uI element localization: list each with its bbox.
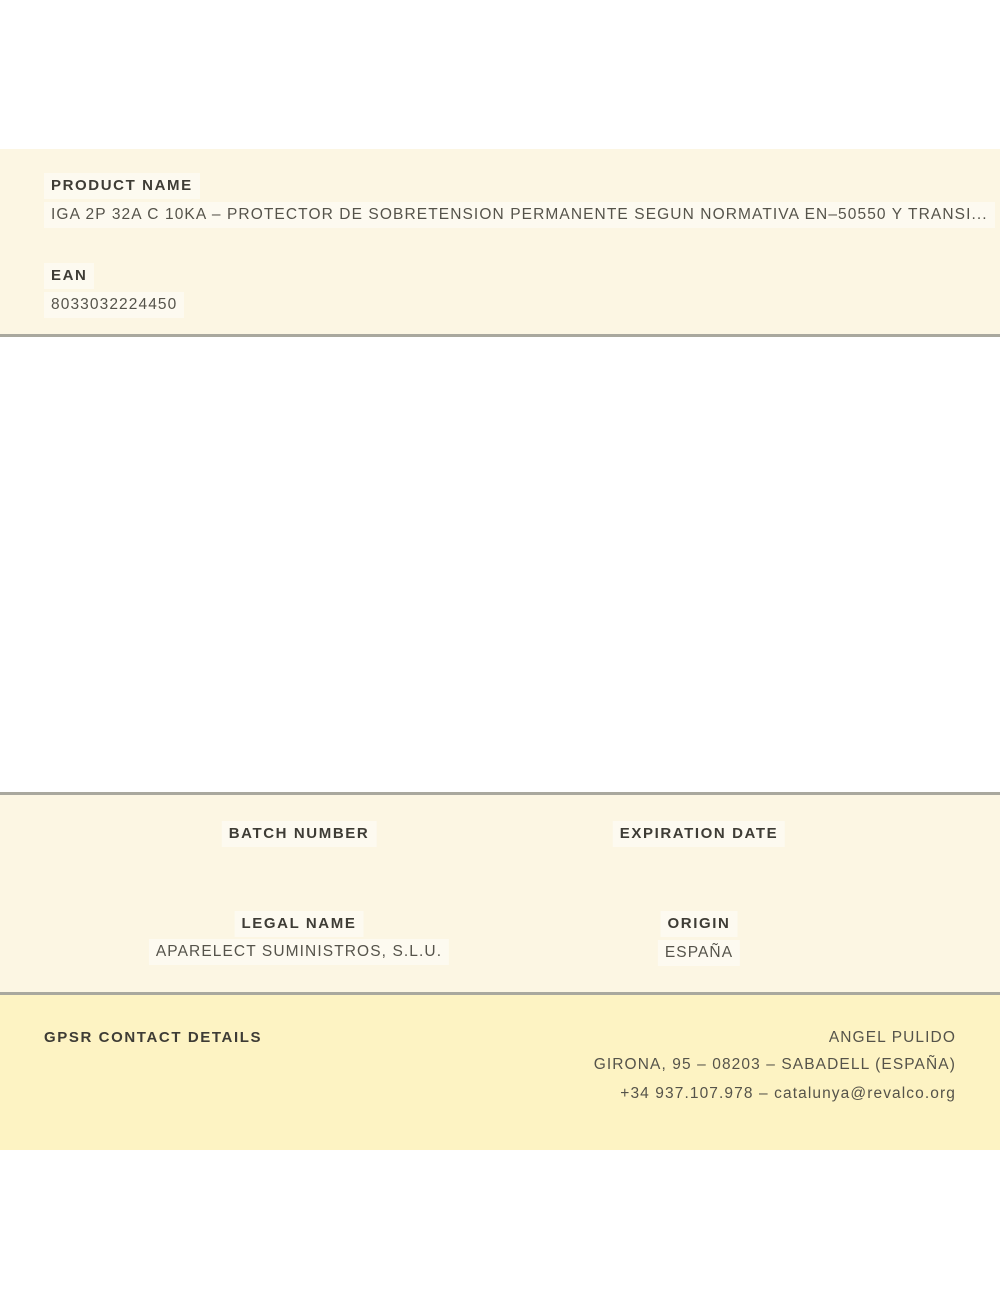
- gpsr-contact-phone-email: +34 937.107.978 – catalunya@revalco.org: [620, 1085, 956, 1102]
- legal-name-value-row: [149, 939, 449, 965]
- gpsr-contact-phone-email-row: [620, 1084, 956, 1104]
- expiration-date-label: EXPIRATION DATE: [613, 821, 785, 847]
- ean-label-row: [44, 263, 94, 289]
- product-name-label: PRODUCT NAME: [44, 173, 200, 199]
- gpsr-contact-address: GIRONA, 95 – 08203 – SABADELL (ESPAÑA): [593, 1056, 956, 1073]
- batch-number-label: BATCH NUMBER: [222, 821, 377, 847]
- origin-field: [661, 911, 738, 937]
- ean-value-row: [44, 292, 184, 318]
- ean-value: 8033032224450: [44, 292, 184, 318]
- product-name-value: IGA 2P 32A C 10KA – PROTECTOR DE SOBRETENSION PERMANENTE SEGUN NORMATIVA EN–50550 Y TRANSI...: [44, 202, 995, 228]
- product-info-section: [0, 149, 1000, 337]
- gpsr-contact-name-row: [829, 1028, 956, 1048]
- ean-label: EAN: [44, 263, 94, 289]
- details-section: [0, 792, 1000, 995]
- expiration-date-field: [613, 821, 785, 847]
- gpsr-label-row: [44, 1028, 262, 1048]
- gpsr-contact-name: ANGEL PULIDO: [828, 1029, 956, 1046]
- legal-name-label: LEGAL NAME: [235, 911, 364, 937]
- legal-name-field: [235, 911, 364, 937]
- gpsr-contact-details-label: GPSR CONTACT DETAILS: [44, 1029, 263, 1046]
- origin-label: ORIGIN: [661, 911, 738, 937]
- product-name-label-row: [44, 173, 200, 199]
- gpsr-contact-section: [0, 995, 1000, 1150]
- batch-number-field: [222, 821, 377, 847]
- legal-name-value: APARELECT SUMINISTROS, S.L.U.: [149, 939, 449, 965]
- gpsr-contact-address-row: [594, 1055, 956, 1075]
- product-name-value-row: [44, 202, 995, 228]
- origin-value-row: [658, 940, 740, 966]
- origin-value: ESPAÑA: [658, 940, 740, 966]
